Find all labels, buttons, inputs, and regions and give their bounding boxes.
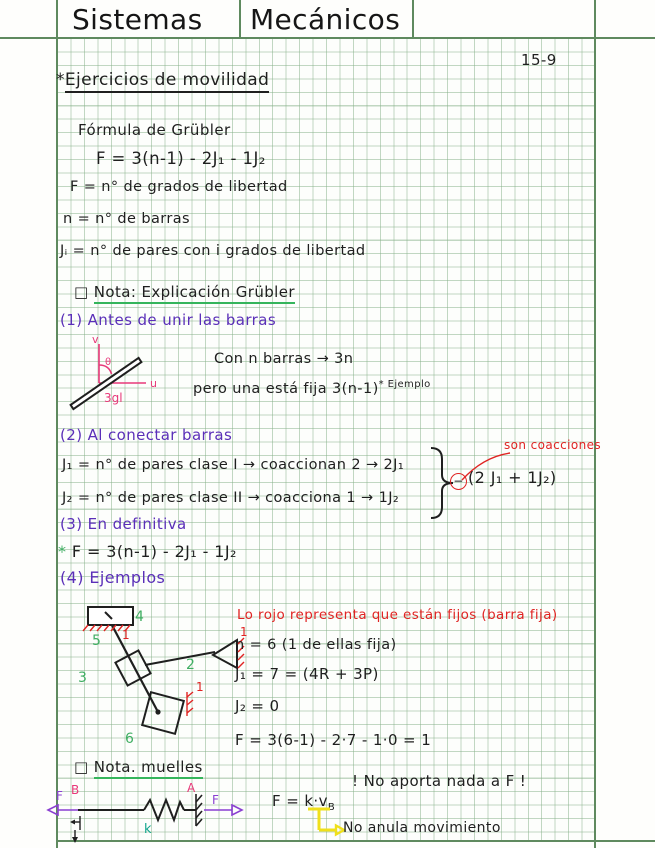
u-axis-label: u [150,377,157,390]
mech-block-6 [142,692,184,734]
spring-formula-sub: B [327,802,336,813]
dof-label: 3gl [104,391,123,405]
angle-label: θ [105,357,112,368]
point-a-label: A [187,781,196,795]
v-axis-label: v [92,334,99,346]
mech-label-3: 3 [78,670,87,686]
step2-j1-line: J₁ = n° de pares clase I → coaccionan 2 → 2J₁ [62,457,405,473]
right-arrowhead [232,805,242,815]
margin-line-right [594,0,596,848]
mech-label-5: 5 [92,633,101,649]
definition-n: n = n° de barras [63,211,190,227]
circled-minus: − [450,473,467,490]
stiffness-label: k [144,822,152,837]
yellow-note-text: No anula movimiento [343,820,501,836]
definition-f: F = n° de grados de libertad [70,179,288,195]
grubler-formula: F = 3(n-1) - 2J₁ - 1J₂ [96,149,266,168]
mech-label-2: 2 [186,657,195,673]
spring-formula-main: F = k·v [272,792,328,810]
mech-label-fixed-top: 1 [122,628,130,642]
note-muelles [74,758,203,776]
mech-slider-4 [88,607,133,625]
note-muelles-label: Nota. muelles [94,758,203,779]
heading-text: Ejercicios de movilidad [65,70,269,93]
example-j2-line: J₂ = 0 [235,697,280,715]
mech-label-4: 4 [135,609,144,625]
mech-link-2 [145,652,215,665]
step1-line2-text: pero una está fija 3(n-1) [193,380,379,397]
header-rule [0,37,655,39]
step4-title: (4) Ejemplos [60,568,166,587]
displacement-marks [70,816,80,843]
mech-label-fixed-right: 1 [240,625,248,639]
force-left-label: F [56,789,63,803]
step2-title: (2) Al conectar barras [60,426,233,444]
example-f-line: F = 3(6-1) - 2·7 - 1·0 = 1 [235,731,432,749]
mech-label-6: 6 [125,731,134,747]
spring-diagram [44,780,279,848]
date: 15-9 [521,51,557,69]
mechanism-diagram [70,596,255,758]
example-red-note: Lo rojo representa que están fijos (barra fija) [237,607,558,623]
final-formula [58,542,237,561]
definition-ji: Jᵢ = n° de pares con i grados de libertad [60,243,366,259]
point-b-label: B [71,783,80,797]
step2-j2-line: J₂ = n° de pares clase II → coacciona 1 → 1J₂ [62,490,400,506]
step3-title: (3) En definitiva [60,515,187,533]
note-grubler [74,283,295,301]
formula-title: Fórmula de Grübler [78,121,231,139]
mech-ground-hatch-bottom [187,692,193,716]
step1-line2-note: * Ejemplo [378,379,431,390]
constraint-expression [450,468,557,490]
force-right-label: F [212,793,219,807]
mech-label-fixed-bottom: 1 [196,680,204,694]
final-formula-star: * [58,542,67,561]
step2-red-note: son coacciones [504,438,602,452]
example-j1-line: J₁ = 7 = (4R + 3P) [235,665,379,683]
spring-coil [144,800,184,820]
note-grubler-label: Nota: Explicación Grübler [94,283,295,304]
note-muelles-bullet: □ [74,758,89,776]
header-divider-1 [239,0,241,38]
yellow-pointer [300,804,348,842]
mech-prismatic-3 [115,650,150,685]
step1-line2 [193,379,431,397]
left-arrowhead [48,805,58,815]
example-n-line: n = 6 (1 de ellas fija) [235,637,397,653]
step1-line1: Con n barras → 3n [214,351,354,367]
margin-line-left [56,0,58,848]
page-title-left: Sistemas [72,3,203,36]
free-bar-diagram [56,334,191,424]
header-divider-2 [412,0,414,38]
mech-triangle-support [213,640,237,668]
step1-title: (1) Antes de unir las barras [60,311,277,329]
heading-star: * [56,70,65,90]
spring-warning: ! No aporta nada a F ! [352,772,527,790]
constraint-text: (2 J₁ + 1J₂) [468,468,557,487]
section-heading [56,70,269,90]
wall-hatch [196,794,202,826]
page-title-right: Mecánicos [250,3,401,36]
mech-pin-joint [155,709,160,714]
note-grubler-bullet: □ [74,283,89,301]
final-formula-text: F = 3(n-1) - 2J₁ - 1J₂ [71,542,237,561]
